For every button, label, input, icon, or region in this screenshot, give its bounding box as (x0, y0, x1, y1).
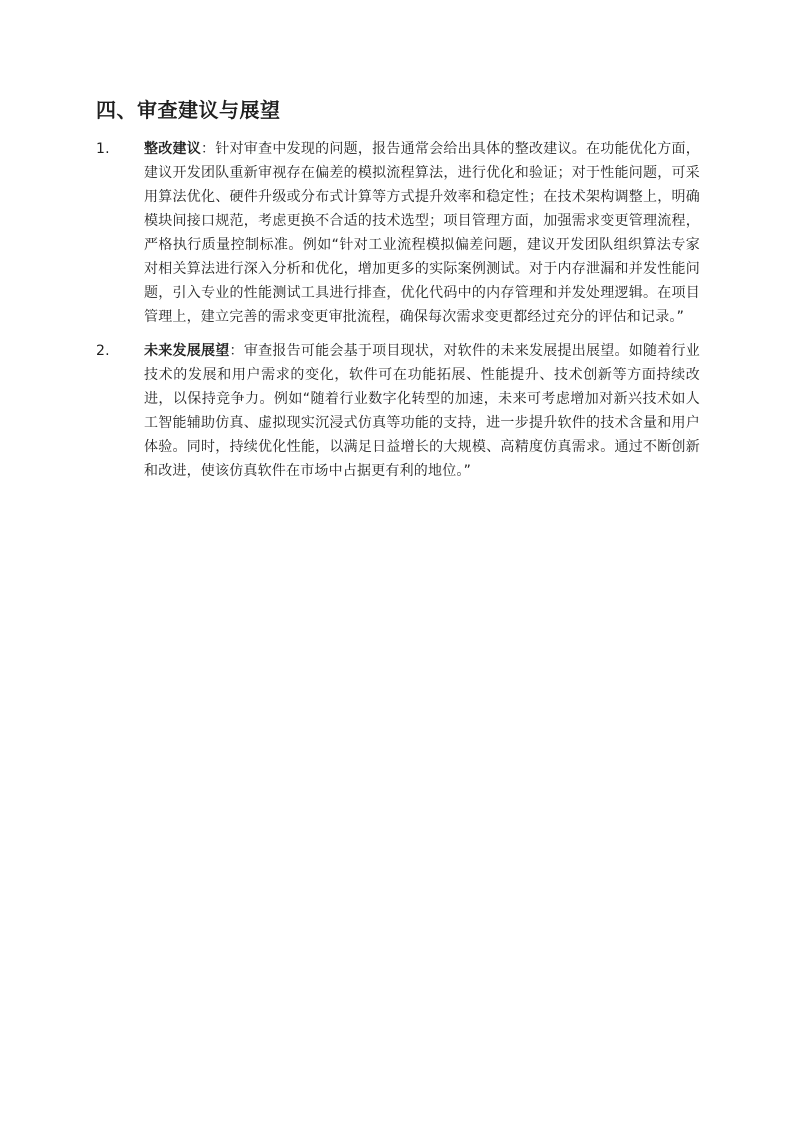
list-item-separator: ： (229, 343, 244, 359)
section-heading: 四、审查建议与展望 (96, 98, 281, 122)
recommendation-list (96, 137, 700, 493)
list-item-separator: ： (201, 141, 216, 157)
list-item-term: 整改建议 (144, 141, 202, 157)
list-item-text: 针对审查中发现的问题，报告通常会给出具体的整改建议。在功能优化方面，建议开发团队重新审视存在偏差的模拟流程算法，进行优化和验证；对于性能问题，可采用算法优化、硬件升级或分布式计算等方式提升效率和稳定性；在技术架构调整上，明确模块间接口规范，考虑更换不合适的技术选型；项目管理方面，加强需求变更管理流程，严格执行质量控制标准。例如“针对工业流程模拟偏差问题，建议开发团队组织算法专家对相关算法进行深入分析和优化，增加更多的实际案例测试。对于内存泄漏和并发性能问题，引入专业的性能测试工具进行排查，优化代码中的内存管理和并发处理逻辑。在项目管理上，建立完善的需求变更审批流程，确保每次需求变更都经过充分的评估和记录。” (144, 141, 700, 325)
list-item-outlook (96, 339, 700, 483)
list-item-number: 2. (96, 343, 110, 359)
list-item-text: 审查报告可能会基于项目现状，对软件的未来发展提出展望。如随着行业技术的发展和用户需求的变化，软件可在功能拓展、性能提升、技术创新等方面持续改进，以保持竞争力。例如“随着行业数字化转型的加速，未来可考虑增加对新兴技术如人工智能辅助仿真、虚拟现实沉浸式仿真等功能的支持，进一步提升软件的技术含量和用户体验。同时，持续优化性能，以满足日益增长的大规模、高精度仿真需求。通过不断创新和改进，使该仿真软件在市场中占据更有利的地位。” (144, 343, 700, 479)
list-item-number: 1. (96, 141, 110, 157)
list-item-term: 未来发展展望 (144, 343, 230, 359)
list-item-rectification (96, 137, 700, 329)
